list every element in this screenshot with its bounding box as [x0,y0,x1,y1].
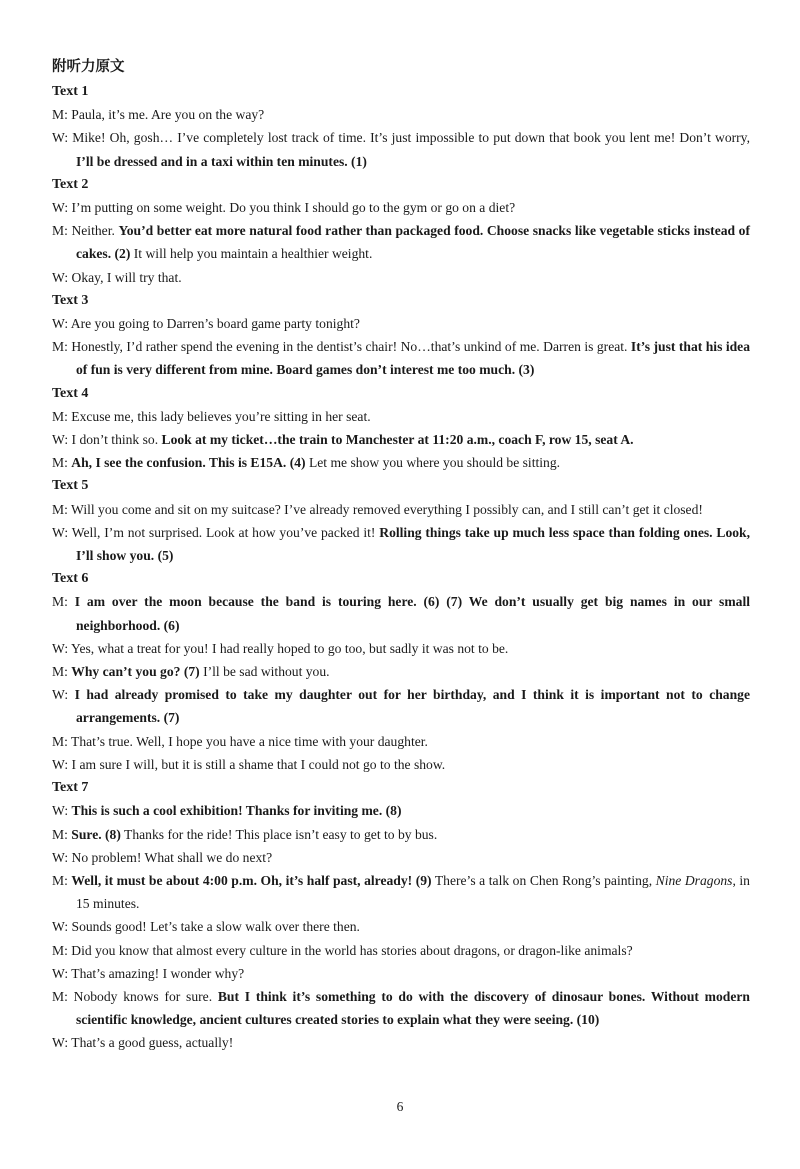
speaker-label: M [52,733,65,749]
dialogue-text: Mike! Oh, gosh… I’ve completely lost track of time. It’s just impossible to put down that book you lent me! Don’t worry, [72,130,750,146]
dialogue-line [52,451,750,474]
dialogue-line [52,196,750,219]
dialogue-text: Yes, what a treat for you! I had really hoped to go too, but sadly it was not to be. [71,640,509,656]
dialogue-line [52,660,750,683]
answer-cue-text: Sure. (8) [71,826,121,842]
dialogue-text: Sounds good! Let’s take a slow walk over there then. [71,919,360,935]
speaker-label: M [52,594,65,610]
dialogue-line [52,915,750,938]
speaker-separator: : [64,200,72,216]
answer-cue-text: You’d better eat more natural food rather than packaged food. Choose snacks like vegetable sticks instead of cakes. (2) [76,223,750,262]
dialogue-line [52,219,750,265]
speaker-label: W [52,316,65,332]
speaker-separator: : [64,455,72,471]
speaker-separator: : [64,524,72,540]
speaker-separator: : [64,826,72,842]
speaker-separator: : [64,316,71,332]
page-title: 附听力原文 [52,59,125,75]
dialogue-line [52,939,750,962]
answer-cue-text: Rolling things take up much less space than folding ones. Look, I’ll show you. (5) [76,524,750,564]
text-heading: Text 5 [52,478,89,494]
dialogue-line [52,590,750,636]
speaker-label: W [52,756,65,772]
page-number: 6 [396,1099,404,1114]
dialogue-line [52,823,750,846]
dialogue-line [52,962,750,985]
dialogue-text: I am sure I will, but it is still a shame that I could not go to the show. [71,756,446,772]
text-heading: Text 4 [52,385,89,401]
answer-cue-text: Well, it must be about 4:00 p.m. Oh, it’s half past, already! (9) [71,872,432,888]
dialogue-line [52,126,750,172]
dialogue-text: Well, I’m not surprised. Look at how you’ve packed it! [71,524,380,540]
dialogue-text: I’m putting on some weight. Do you think I should go to the gym or go on a diet? [71,200,516,216]
dialogue-text: , in 15 minutes. [76,872,750,912]
dialogue-text: Are you going to Darren’s board game party tonight? [70,316,360,332]
transcript-body [52,80,750,1055]
dialogue-line [52,637,750,660]
speaker-label: M [52,223,65,239]
answer-cue-text: This is such a cool exhibition! Thanks for inviting me. (8) [71,803,402,819]
dialogue-text: Okay, I will try that. [71,269,182,285]
dialogue-text: No problem! What shall we do next? [71,849,273,865]
dialogue-line [52,985,750,1031]
speaker-separator: : [64,339,72,355]
dialogue-line [52,498,750,521]
speaker-separator: : [64,640,71,656]
speaker-label: M [52,107,65,123]
dialogue-line [52,869,750,915]
text-heading: Text 6 [52,571,89,587]
speaker-separator: : [64,107,72,123]
dialogue-text: Did you know that almost every culture in the world has stories about dragons, or dragon-like animals? [71,942,633,958]
text-heading: Text 2 [52,176,89,192]
speaker-separator: : [64,942,72,958]
dialogue-text: I don’t think so. [71,432,162,448]
answer-cue-text: I’ll be dressed and in a taxi within ten minutes. (1) [76,153,367,169]
speaker-separator: : [64,849,72,865]
dialogue-line [52,683,750,729]
speaker-separator: : [64,1035,72,1051]
speaker-separator: : [64,594,75,610]
speaker-label: W [52,200,65,216]
speaker-label: W [52,919,65,935]
speaker-label: M [52,826,65,842]
speaker-label: M [52,988,65,1004]
dialogue-line [52,103,750,126]
dialogue-line [52,312,750,335]
text-heading: Text 3 [52,292,89,308]
speaker-label: M [52,501,65,517]
dialogue-line [52,521,750,567]
speaker-separator: : [64,965,72,981]
speaker-separator: : [64,988,74,1004]
dialogue-line [52,730,750,753]
answer-cue-text: Look at my ticket…the train to Manchester at 11:20 a.m., coach F, row 15, seat A. [161,432,634,448]
speaker-label: W [52,1035,65,1051]
speaker-label: M [52,339,65,355]
speaker-separator: : [64,130,73,146]
dialogue-line [52,335,750,381]
dialogue-line [52,1031,750,1054]
speaker-label: W [52,269,65,285]
speaker-label: M [52,664,65,680]
dialogue-line [52,405,750,428]
answer-cue-text: Why can’t you go? (7) [71,664,200,680]
speaker-label: W [52,803,65,819]
speaker-label: W [52,640,65,656]
dialogue-text: Let me show you where you should be sitting. [305,455,561,471]
dialogue-text: That’s amazing! I wonder why? [71,965,245,981]
dialogue-text: Paula, it’s me. Are you on the way? [71,107,265,123]
answer-cue-text: I had already promised to take my daughter out for her birthday, and I think it is important not to change arrangements. (7) [74,687,750,726]
speaker-label: W [52,849,65,865]
speaker-separator: : [64,872,72,888]
dialogue-line [52,753,750,776]
text-heading: Text 1 [52,84,89,99]
speaker-label: W [52,524,65,540]
dialogue-text: There’s a talk on Chen Rong’s painting, [431,872,656,888]
title-text: Nine Dragons [655,872,733,888]
answer-cue-text: It’s just that his idea of fun is very different from mine. Board games don’t interest me too much. (3) [76,339,750,378]
text-heading: Text 7 [52,780,89,796]
speaker-separator: : [64,803,72,819]
speaker-separator: : [64,664,72,680]
speaker-label: W [52,432,65,448]
speaker-label: M [52,408,65,424]
dialogue-text: Thanks for the ride! This place isn’t easy to get to by bus. [120,826,438,842]
speaker-label: W [52,130,65,146]
dialogue-text: Neither. [71,223,119,239]
speaker-separator: : [64,223,72,239]
dialogue-line [52,266,750,289]
speaker-separator: : [64,432,72,448]
answer-cue-text: Ah, I see the confusion. This is E15A. (4) [71,455,306,471]
speaker-label: M [52,942,65,958]
speaker-label: W [52,965,65,981]
dialogue-text: Honestly, I’d rather spend the evening in the dentist’s chair! No…that’s unkind of me. Darren is great. [71,339,631,355]
speaker-label: M [52,872,65,888]
answer-cue-text: But I think it’s something to do with the discovery of dinosaur bones. Without modern scientific knowledge, ancient cultures created stories to explain what they were seeing. (10) [76,988,750,1028]
speaker-label: M [52,455,65,471]
speaker-separator: : [64,501,72,517]
dialogue-line [52,799,750,822]
dialogue-text: It will help you maintain a healthier weight. [130,246,373,262]
speaker-separator: : [64,919,72,935]
dialogue-text: That’s a good guess, actually! [71,1035,234,1051]
dialogue-line [52,846,750,869]
speaker-label: W [52,687,65,703]
dialogue-line [52,428,750,451]
speaker-separator: : [64,687,75,703]
dialogue-text: Nobody knows for sure. [73,988,218,1004]
dialogue-text: Excuse me, this lady believes you’re sitting in her seat. [71,408,371,424]
speaker-separator: : [64,733,72,749]
speaker-separator: : [64,408,72,424]
speaker-separator: : [64,269,72,285]
speaker-separator: : [64,756,72,772]
dialogue-text: Will you come and sit on my suitcase? I’ve already removed everything I possibly can, and I still can’t get it closed! [71,501,703,517]
dialogue-text: That’s true. Well, I hope you have a nice time with your daughter. [71,733,428,749]
answer-cue-text: I am over the moon because the band is touring here. (6) (7) We don’t usually get big names in our small neighborhood. (6) [74,594,750,633]
dialogue-text: I’ll be sad without you. [199,664,330,680]
